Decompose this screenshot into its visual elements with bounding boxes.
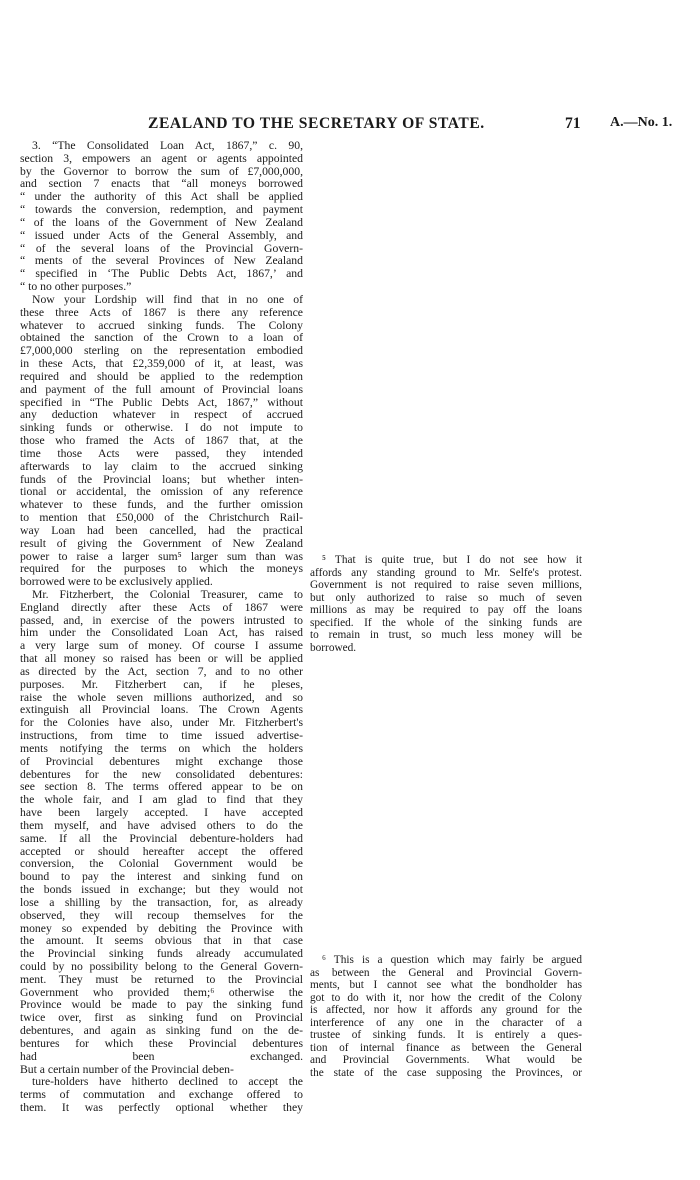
text-line: twice over, first as sinking fund on Provincial — [20, 1012, 303, 1025]
text-line: and Provincial Governments. What would be — [310, 1054, 582, 1066]
text-line: the Provincial sinking funds already accumulated — [20, 948, 303, 961]
page-number: 71 — [565, 115, 581, 132]
text-line: debentures, and again as sinking fund on the de- — [20, 1025, 303, 1038]
text-line: purposes. Mr. Fitzherbert can, if he pleses, — [20, 678, 303, 691]
text-line: Mr. Fitzherbert, the Colonial Treasurer, came to — [32, 588, 303, 601]
text-line: observed, they will recoup themselves for the — [20, 909, 303, 922]
text-line: bentures for which these Provincial debentures — [20, 1037, 303, 1050]
document-reference: A.—No. 1. — [610, 115, 673, 130]
text-line: and section 7 enacts that “all moneys borrowed — [20, 178, 303, 191]
text-line: ⁵ That is quite true, but I do not see how it — [322, 554, 582, 566]
text-line: “ ments of the several Provinces of New Zealand — [20, 255, 303, 268]
text-line: trustee of sinking funds. It is entirely a ques- — [310, 1029, 582, 1041]
text-line: the whole fair, and I am glad to find that they — [20, 794, 303, 807]
text-line: extinguish all Provincial loans. The Crown Agents — [20, 704, 303, 717]
text-line: to mention that £50,000 of the Christchurch Rail- — [20, 512, 303, 525]
text-line: had been exchanged. — [20, 1050, 303, 1063]
text-line: Province would be made to pay the sinking fund — [20, 999, 303, 1012]
text-line: them myself, and have advised others to do the — [20, 819, 303, 832]
text-line: time those Acts were passed, they intended — [20, 447, 303, 460]
text-line: the bonds issued in exchange; but they would not — [20, 884, 303, 897]
text-line: raise the whole seven millions authorized, and so — [20, 691, 303, 704]
text-line: is affected, nor how it affords any ground for the — [310, 1004, 582, 1016]
text-line: and payment of the full amount of Provincial loans — [20, 383, 303, 396]
text-line: any deduction whatever in respect of accrued — [20, 409, 303, 422]
text-line: “ issued under Acts of the General Assembly, and — [20, 229, 303, 242]
page-header — [0, 115, 700, 137]
text-line: “ towards the conversion, redemption, and payment — [20, 204, 303, 217]
text-line: England directly after these Acts of 1867 were — [20, 601, 303, 614]
text-line: the state of the case supposing the Provinces, or — [310, 1066, 582, 1079]
text-line: whatever to accrued sinking funds. The Colony — [20, 319, 303, 332]
text-line: specified. If the whole of the sinking funds are — [310, 616, 582, 629]
text-line: required and should be applied to the redemption — [20, 370, 303, 383]
text-line: funds of the Provincial loans; but whether inten- — [20, 473, 303, 486]
text-line: ments, but I cannot see what the bondholder has — [310, 979, 582, 991]
text-line: conversion, the Colonial Government would be — [20, 858, 303, 871]
text-line: Government is not required to raise seven millions, — [310, 579, 582, 591]
text-line: Government who provided them;⁶ otherwise the — [20, 986, 303, 999]
text-line: that all money so raised has been or will be applied — [20, 653, 303, 666]
text-line: way Loan had been cancelled, had the practical — [20, 524, 303, 537]
text-line: accepted or should hereafter accept the offered — [20, 845, 303, 858]
text-line: him under the Consolidated Loan Act, has raised — [20, 627, 303, 640]
text-line: see section 8. The terms offered appear to be on — [20, 781, 303, 794]
text-line: Now your Lordship will find that in no one of — [32, 293, 303, 306]
text-line: could by no possibility belong to the General Govern- — [20, 961, 303, 973]
text-line: power to raise a larger sum⁵ larger sum than was — [20, 550, 303, 563]
text-line: borrowed were to be exclusively applied. — [20, 576, 213, 589]
main-text-column — [20, 140, 303, 1115]
text-line: millions as may be required to pay off the loans — [310, 604, 582, 616]
text-line: tional or accidental, the omission of any reference — [20, 486, 303, 499]
text-line: “ specified in ‘The Public Debts Act, 1867,’ and — [20, 268, 303, 281]
text-line: debentures for the new consolidated debentures: — [20, 768, 303, 781]
text-line: borrowed. — [310, 641, 357, 654]
text-line: afterwards to lay claim to the accrued sinking — [20, 460, 303, 473]
text-line: instructions, from time to time issued advertise- — [20, 730, 303, 743]
text-line: section 3, empowers an agent or agents appointed — [20, 152, 303, 165]
running-title: ZEALAND TO THE SECRETARY OF STATE. — [148, 115, 485, 132]
text-line: obtained the sanction of the Crown to a loan of — [20, 332, 303, 345]
text-line: ture-holders have hitherto declined to accept the — [32, 1076, 303, 1089]
footnote-6 — [310, 954, 582, 1079]
text-line: a very large sum of money. Of course I assume — [20, 640, 303, 653]
text-line: tion of internal finance as between the General — [310, 1041, 582, 1054]
text-line: terms of commutation and exchange offered to — [20, 1089, 303, 1102]
text-line: “ under the authority of this Act shall be applied — [20, 191, 303, 204]
text-line: But a certain number of the Provincial deben- — [20, 1063, 234, 1076]
text-line: ment. They must be returned to the Provincial — [20, 973, 303, 986]
text-line: money so expended by debiting the Province with — [20, 922, 303, 935]
text-line: in these Acts, that £2,359,000 of it, at least, was — [20, 358, 303, 371]
text-line: the amount. It seems obvious that in that case — [20, 935, 303, 948]
text-line: those who framed the Acts of 1867 that, at the — [20, 435, 303, 448]
text-line: affords any standing ground to Mr. Selfe's protest. — [310, 566, 582, 579]
text-line: sinking funds or otherwise. I do not impute to — [20, 422, 303, 435]
text-line: specified in “The Public Debts Act, 1867,” without — [20, 396, 303, 409]
text-line: by the Governor to borrow the sum of £7,000,000, — [20, 165, 303, 178]
text-line: interference of any one in the character of a — [310, 1016, 582, 1029]
text-line: for the Colonies have also, under Mr. Fitzherbert's — [20, 717, 303, 730]
text-line: of Provincial debentures might exchange those — [20, 755, 303, 768]
text-line: to remain in trust, so much less money will be — [310, 629, 582, 641]
text-line: but only authorized to raise so much of seven — [310, 591, 582, 604]
text-line: got to do with it, nor how the credit of the Colony — [310, 991, 582, 1004]
text-line: these three Acts of 1867 is there any reference — [20, 306, 303, 319]
text-line: whatever to these funds, and the further omission — [20, 499, 303, 512]
text-line: have been largely accepted. I have accepted — [20, 807, 303, 820]
text-line: ments notifying the terms on which the holders — [20, 742, 303, 755]
text-line: ⁶ This is a question which may fairly be argued — [322, 954, 582, 966]
text-line: as directed by the Act, section 7, and to no other — [20, 665, 303, 678]
text-line: bound to pay the interest and sinking fund on — [20, 871, 303, 884]
text-line: £7,000,000 sterling on the representation embodied — [20, 345, 303, 358]
text-line: “ of the several loans of the Provincial Govern- — [20, 242, 303, 255]
text-line: lose a shilling by the transaction, for, as already — [20, 896, 303, 909]
text-line: result of giving the Government of New Zealand — [20, 537, 303, 550]
footnote-5 — [310, 554, 582, 654]
text-line: as between the General and Provincial Govern- — [310, 966, 582, 979]
text-line: “ of the loans of the Government of New Zealand — [20, 216, 303, 229]
text-line: passed, and, in exercise of the powers intrusted to — [20, 614, 303, 627]
text-line: 3. “The Consolidated Loan Act, 1867,” c. 90, — [32, 140, 303, 152]
text-line: required for the purposes to which the moneys — [20, 563, 303, 576]
text-line: same. If all the Provincial debenture-holders had — [20, 832, 303, 845]
text-line: them. It was perfectly optional whether they — [20, 1102, 303, 1115]
text-line: “ to no other purposes.” — [20, 281, 132, 294]
